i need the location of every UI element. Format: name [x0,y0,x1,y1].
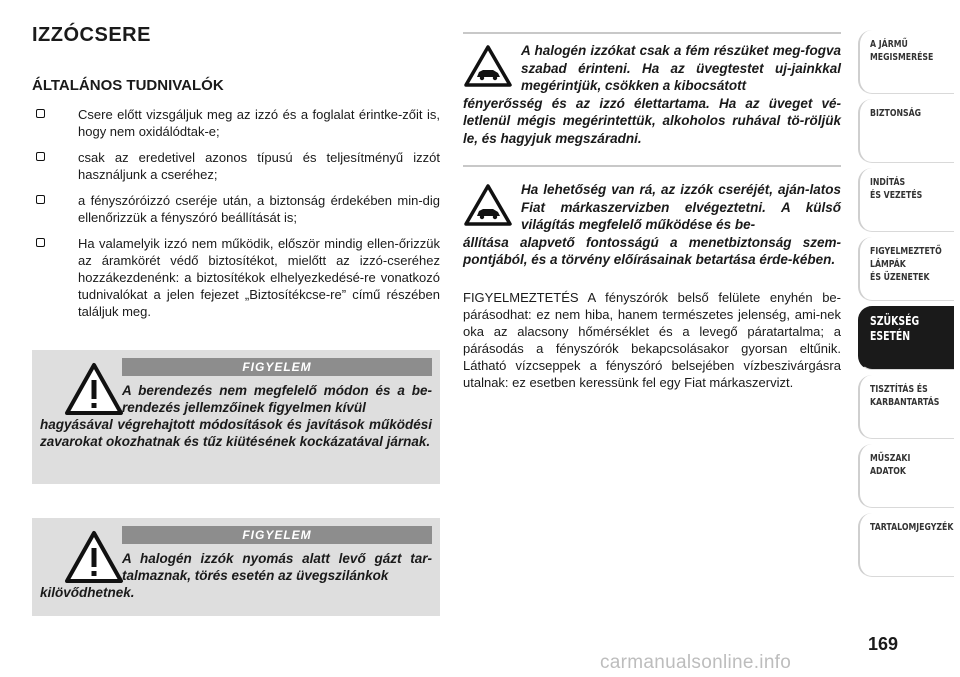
divider [463,165,841,167]
list-item: a fényszóróizzó cseréje után, a biztonság érdekében min-dig ellenőrizzük a fényszóró beállítását is; [32,192,440,226]
section-title: ÁLTALÁNOS TUDNIVALÓK [32,77,224,94]
chapter-tabs [858,30,954,582]
note-text: A halogén izzókat csak a fém részüket meg-fogva szabad érinteni. Ha az üvegtestet uj-jainkkal megérintjük, csökken a kibocsátott fényerősség és az izzó élettartama. Ha az üveget vé-letlenül mégis megérintettük, alkoholos ruhával tö-röljük le, és hagyjuk megszáradni. [463,43,841,146]
checkbox-bullet-icon [36,152,45,161]
tab-technical-data[interactable]: MŰSZAKI ADATOK [858,444,954,508]
warning-heading: FIGYELEM [122,526,432,544]
tab-index[interactable]: TARTALOMJEGYZÉK [858,513,954,577]
warning-triangle-icon [64,362,124,421]
right-column [463,36,841,404]
tab-warning-lights[interactable]: FIGYELMEZTETŐ LÁMPÁK ÉS ÜZENETEK [858,237,954,301]
caution-note [463,36,841,147]
list-item: Csere előtt vizsgáljuk meg az izzó és a foglalat érintke-zőit is, hogy nem oxidálódtak-e; [32,106,440,140]
warning-heading: FIGYELEM [122,358,432,376]
checkbox-bullet-icon [36,195,45,204]
checkbox-bullet-icon [36,238,45,247]
bullet-list [32,106,440,320]
left-column [32,24,440,329]
tab-vehicle-overview[interactable]: A JÁRMŰ MEGISMERÉSE [858,30,954,94]
list-item: csak az eredetivel azonos típusú és teljesítményű izzót használjunk a cseréhez; [32,149,440,183]
checkbox-bullet-icon [36,109,45,118]
warning-text: A berendezés nem megfelelő módon és a be-rendezés jellemzőinek figyelmen kívül hagyásával végrehajtott módosítások és javítások működési zavarokat okozhatnak és tűz kiütésének kockázatával járnak. [40,383,432,449]
tab-emergency[interactable]: SZÜKSÉG ESETÉN [858,306,954,370]
car-caution-triangle-icon [463,183,513,232]
warning-box [32,518,440,616]
tab-cleaning-maintenance[interactable]: TISZTÍTÁS ÉS KARBANTARTÁS [858,375,954,439]
warning-triangle-icon [64,530,124,589]
note-text: Ha lehetőség van rá, az izzók cseréjét, aján-latos Fiat márkaszervizben elvégeztetni. A külső világítás megfelelő működése és be- állítása alapvető fontosságú a menetbiztonság szem-pontjából, és a törvény előírásainak betartása érde-kében. [463,182,841,267]
caution-note [463,175,841,269]
car-caution-triangle-icon [463,44,513,93]
list-item: Ha valamelyik izzó nem működik, először mindig ellen-őrizzük az áramkörét védő biztosítékot, mielőtt az izzó-cseréhez hozzákezdenénk: a biztosítékok elhelyezkedésé-re vonatkozó tudnivalókat a jelen fejezet „Biztosítékcse-re” című részében találjuk meg. [32,235,440,320]
warning-text: A halogén izzók nyomás alatt levő gázt tar-talmaznak, törés esetén az üvegszilánkok kilövődhetnek. [40,551,432,600]
tab-starting-driving[interactable]: INDÍTÁS ÉS VEZETÉS [858,168,954,232]
tab-safety[interactable]: BIZTONSÁG [858,99,954,163]
divider [463,32,841,34]
watermark: carmanualsonline.info [600,652,792,673]
warning-box [32,350,440,484]
page-title: IZZÓCSERE [32,24,151,46]
page-number: 169 [868,634,899,654]
body-paragraph: FIGYELMEZTETÉS A fényszórók belső felülete enyhén be-párásodhat: ez nem hiba, hanem természetes jelenség, ami-nek oka az alacsony hőmérséklet és a levegő páratartalma; a párásodás a fényszórók bekapcsolásakor gyorsan eltűnik. Látható vízcseppek a fényszóró belsejében vízbeszivárgásra utalnak: ez esetben keressünk fel egy Fiat márkaszervizt. [463,289,841,390]
